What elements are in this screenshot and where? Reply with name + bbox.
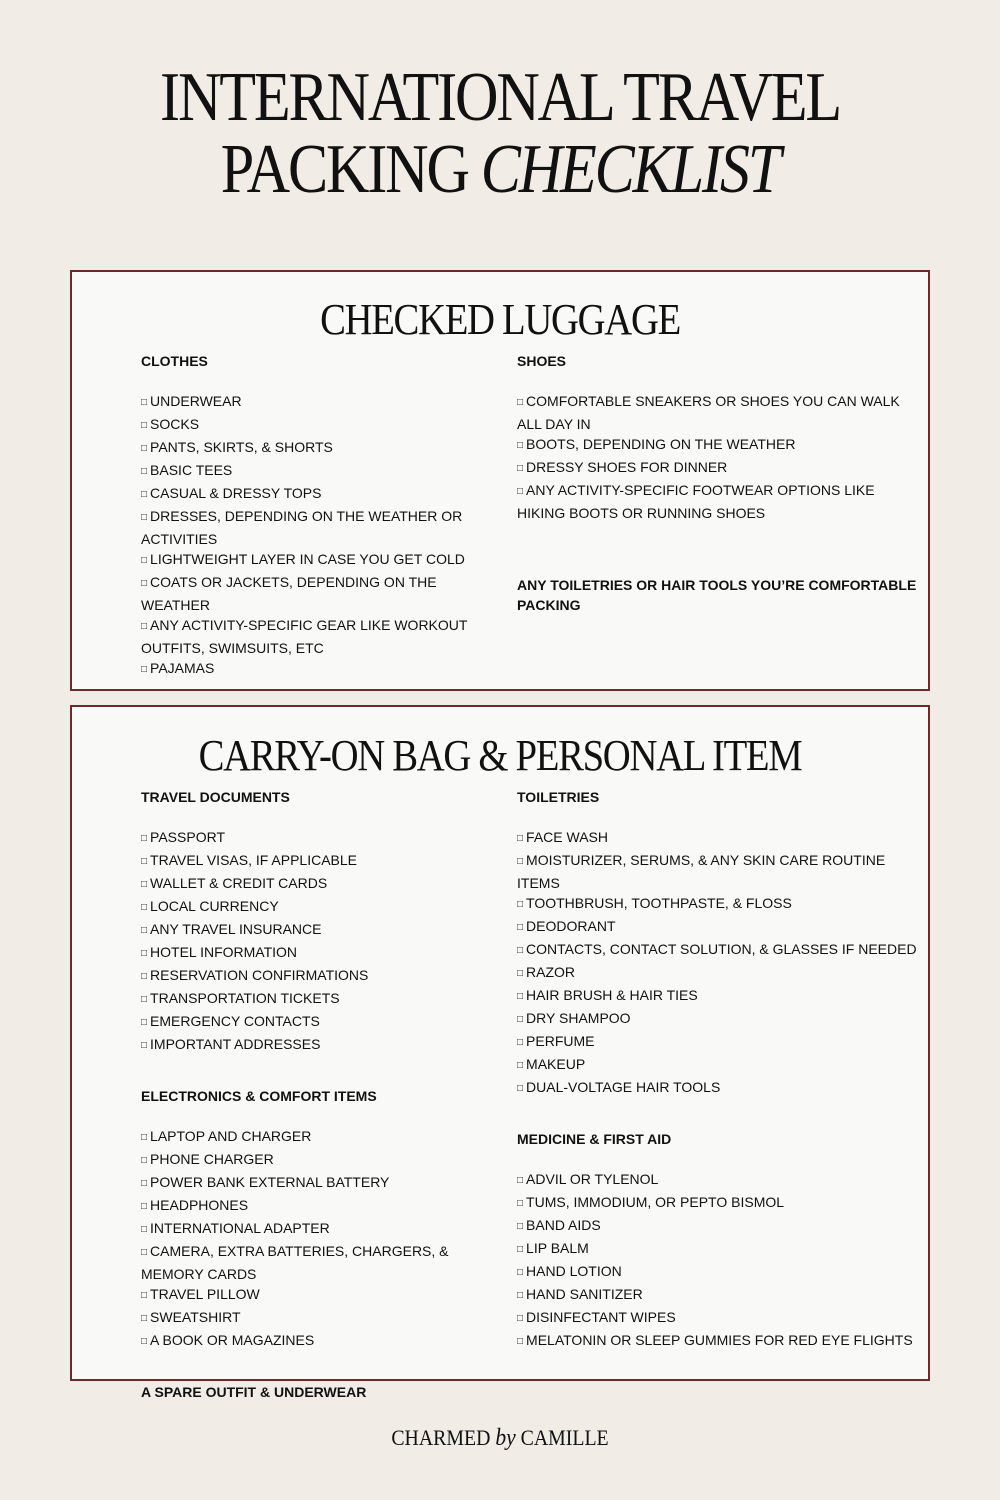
checklist-item: □ BASIC TEES: [141, 460, 471, 483]
checklist-item: □ HAND LOTION: [517, 1261, 917, 1284]
checked-luggage-title: CHECKED LUGGAGE: [320, 295, 680, 344]
carry-on-title: CARRY-ON BAG & PERSONAL ITEM: [198, 731, 802, 780]
medicine-list: [517, 1169, 917, 1353]
checklist-item: □ DEODORANT: [517, 916, 917, 939]
checklist-item: □ RESERVATION CONFIRMATIONS: [141, 965, 471, 988]
travel-documents-heading: TRAVEL DOCUMENTS: [141, 789, 290, 805]
checklist-item: □ COATS OR JACKETS, DEPENDING ON THE WEATHER: [141, 572, 471, 615]
checklist-item: □ DUAL-VOLTAGE HAIR TOOLS: [517, 1077, 917, 1100]
checklist-item: □ ANY TRAVEL INSURANCE: [141, 919, 471, 942]
checked-luggage-card: [70, 270, 930, 691]
checklist-item: □ CASUAL & DRESSY TOPS: [141, 483, 471, 506]
clothes-list: [141, 391, 471, 681]
checklist-item: □ A BOOK OR MAGAZINES: [141, 1330, 471, 1353]
checklist-item: □ COMFORTABLE SNEAKERS OR SHOES YOU CAN WALK ALL DAY IN: [517, 391, 917, 434]
shoes-list: [517, 391, 917, 523]
clothes-heading: CLOTHES: [141, 353, 208, 369]
carry-on-right-column: [517, 787, 917, 1353]
title-line-2-italic: CHECKLIST: [480, 131, 780, 208]
checklist-item: □ FACE WASH: [517, 827, 917, 850]
checklist-item: □ LIGHTWEIGHT LAYER IN CASE YOU GET COLD: [141, 549, 471, 572]
checklist-item: □ TRANSPORTATION TICKETS: [141, 988, 471, 1011]
checklist-item: □ RAZOR: [517, 962, 917, 985]
checklist-item: □ PANTS, SKIRTS, & SHORTS: [141, 437, 471, 460]
shoes-heading: SHOES: [517, 353, 567, 369]
checklist-item: □ MOISTURIZER, SERUMS, & ANY SKIN CARE ROUTINE ITEMS: [517, 850, 917, 893]
checklist-item: □ SWEATSHIRT: [141, 1307, 471, 1330]
checklist-item: □ DRY SHAMPOO: [517, 1008, 917, 1031]
checklist-item: □ DISINFECTANT WIPES: [517, 1307, 917, 1330]
medicine-heading: MEDICINE & FIRST AID: [517, 1131, 672, 1147]
checklist-item: □ DRESSY SHOES FOR DINNER: [517, 457, 917, 480]
electronics-heading: ELECTRONICS & COMFORT ITEMS: [141, 1088, 377, 1104]
carry-on-card: [70, 705, 930, 1400]
travel-documents-list: [141, 827, 471, 1057]
checklist-item: □ PAJAMAS: [141, 658, 471, 681]
checklist-item: □ CAMERA, EXTRA BATTERIES, CHARGERS, & MEMORY CARDS: [141, 1241, 471, 1284]
checklist-item: □ MELATONIN OR SLEEP GUMMIES FOR RED EYE FLIGHTS: [517, 1330, 917, 1353]
title-line-2: [70, 131, 930, 208]
electronics-list: [141, 1126, 471, 1353]
carry-on-left-column: [141, 787, 471, 1402]
spare-outfit-note: A SPARE OUTFIT & UNDERWEAR: [141, 1384, 367, 1400]
checklist-item: □ POWER BANK EXTERNAL BATTERY: [141, 1172, 471, 1195]
checklist-item: □ MAKEUP: [517, 1054, 917, 1077]
brand-by: by: [495, 1425, 516, 1451]
shoes-column: [517, 351, 917, 615]
brand-name-left: CHARMED: [391, 1425, 491, 1450]
title-line-2-plain: PACKING: [220, 131, 481, 208]
checklist-item: □ HAIR BRUSH & HAIR TIES: [517, 985, 917, 1008]
checklist-item: □ LOCAL CURRENCY: [141, 896, 471, 919]
checklist-item: □ EMERGENCY CONTACTS: [141, 1011, 471, 1034]
checklist-item: □ LIP BALM: [517, 1238, 917, 1261]
checklist-item: □ IMPORTANT ADDRESSES: [141, 1034, 471, 1057]
checklist-item: □ WALLET & CREDIT CARDS: [141, 873, 471, 896]
toiletries-note: ANY TOILETRIES OR HAIR TOOLS YOU’RE COMFORTABLE PACKING: [517, 577, 917, 613]
checklist-item: □ SOCKS: [141, 414, 471, 437]
checklist-item: □ TOOTHBRUSH, TOOTHPASTE, & FLOSS: [517, 893, 917, 916]
checklist-item: □ BOOTS, DEPENDING ON THE WEATHER: [517, 434, 917, 457]
checklist-item: □ TRAVEL PILLOW: [141, 1284, 471, 1307]
clothes-column: [141, 351, 471, 681]
checklist-item: □ TUMS, IMMODIUM, OR PEPTO BISMOL: [517, 1192, 917, 1215]
checklist-item: □ HOTEL INFORMATION: [141, 942, 471, 965]
brand-name-right: CAMILLE: [520, 1425, 609, 1450]
checklist-item: □ UNDERWEAR: [141, 391, 471, 414]
checklist-item: □ CONTACTS, CONTACT SOLUTION, & GLASSES IF NEEDED: [517, 939, 917, 962]
checklist-item: □ ADVIL OR TYLENOL: [517, 1169, 917, 1192]
checklist-item: □ PASSPORT: [141, 827, 471, 850]
checklist-item: □ HAND SANITIZER: [517, 1284, 917, 1307]
page-title: [70, 59, 930, 208]
checklist-item: □ PHONE CHARGER: [141, 1149, 471, 1172]
toiletries-heading: TOILETRIES: [517, 789, 600, 805]
checklist-item: □ INTERNATIONAL ADAPTER: [141, 1218, 471, 1241]
checklist-item: □ TRAVEL VISAS, IF APPLICABLE: [141, 850, 471, 873]
checklist-item: □ DRESSES, DEPENDING ON THE WEATHER OR ACTIVITIES: [141, 506, 471, 549]
checklist-item: □ ANY ACTIVITY-SPECIFIC GEAR LIKE WORKOUT OUTFITS, SWIMSUITS, ETC: [141, 615, 471, 658]
checklist-item: □ HEADPHONES: [141, 1195, 471, 1218]
checklist-item: □ BAND AIDS: [517, 1215, 917, 1238]
title-line-1: INTERNATIONAL TRAVEL: [160, 59, 840, 136]
checklist-item: □ LAPTOP AND CHARGER: [141, 1126, 471, 1149]
toiletries-list: [517, 827, 917, 1100]
checklist-item: □ ANY ACTIVITY-SPECIFIC FOOTWEAR OPTIONS LIKE HIKING BOOTS OR RUNNING SHOES: [517, 480, 917, 523]
brand-footer: [50, 1425, 950, 1452]
checklist-item: □ PERFUME: [517, 1031, 917, 1054]
